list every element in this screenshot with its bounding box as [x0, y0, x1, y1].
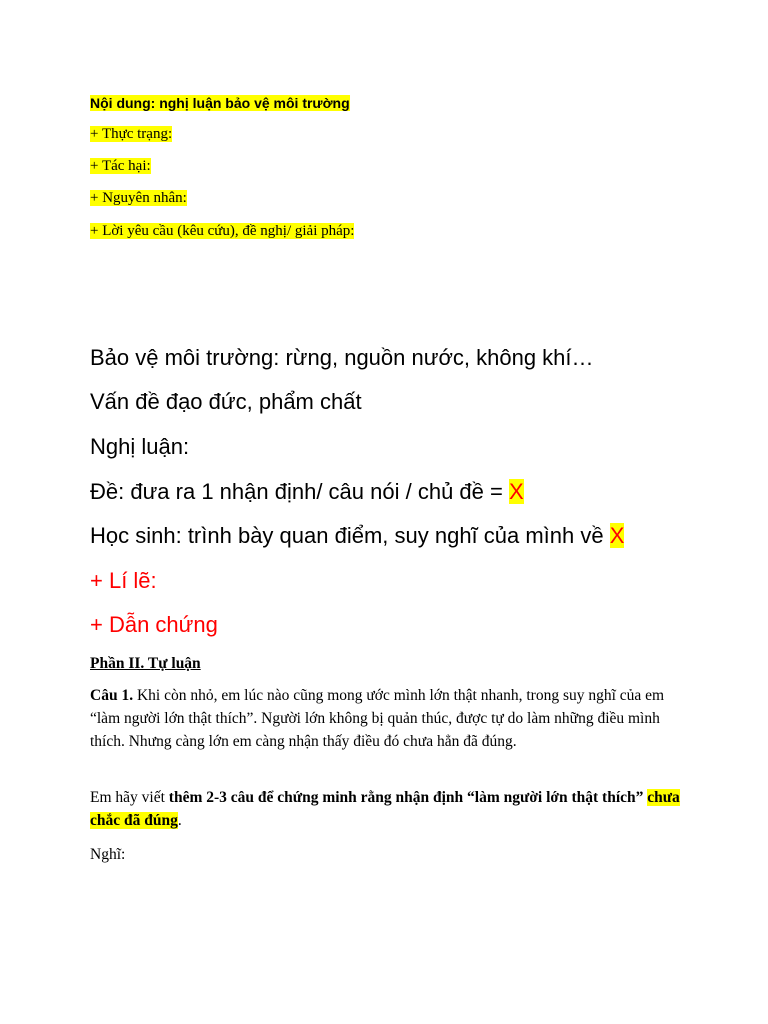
note-line: Bảo vệ môi trường: rừng, nguồn nước, không khí… [90, 345, 594, 370]
note-line [90, 478, 524, 506]
x-mark: X [508, 479, 524, 504]
note-line-evidence: + Dẫn chứng [90, 612, 218, 637]
outline-item [90, 189, 187, 207]
outline-title-text: Nội dung: nghị luận bảo vệ môi trường [90, 95, 350, 111]
outline-item-cause: + Nguyên nhân: [90, 190, 187, 206]
outline-item [90, 222, 354, 240]
outline-title [90, 94, 350, 112]
outline-item [90, 125, 172, 143]
outline-item-solution: + Lời yêu cầu (kêu cứu), đề nghị/ giải pháp: [90, 223, 355, 239]
outline-item-status: + Thực trạng: [90, 126, 173, 142]
note-text: Đề: đưa ra 1 nhận định/ câu nói / chủ đề = [90, 479, 509, 504]
note-line: Nghị luận: [90, 434, 190, 459]
think-label: Nghĩ: [90, 846, 126, 863]
note-line: Vấn đề đạo đức, phẩm chất [90, 389, 362, 414]
question-paragraph [90, 684, 680, 753]
section-heading [90, 652, 680, 675]
task-end: . [177, 812, 182, 829]
section-heading-text: Phần II. Tự luận [90, 655, 201, 672]
note-text: Học sinh: trình bày quan điểm, suy nghĩ của mình về [90, 523, 610, 548]
question-label: Câu 1. [90, 687, 134, 704]
outline-item-harm: + Tác hại: [90, 158, 151, 174]
note-line [90, 522, 624, 550]
x-mark: X [609, 523, 625, 548]
outline-item [90, 157, 151, 175]
question-text: Khi còn nhỏ, em lúc nào cũng mong ước mình lớn thật nhanh, trong suy nghĩ của em “làm người lớn thật thích”. Người lớn không bị quản thúc, được tự do làm những điều mình thích. Nhưng càng lớn em càng nhận thấy điều đó chưa hẳn đã đúng. [90, 687, 665, 750]
task-highlight: chưa chắc đã đúng [90, 789, 680, 829]
note-line-reasoning: + Lí lẽ: [90, 568, 157, 593]
task-bold: thêm 2-3 câu để chứng minh rằng nhận định “làm người lớn thật thích” [168, 789, 648, 806]
task-paragraph [90, 786, 680, 832]
task-intro: Em hãy viết [90, 789, 169, 806]
